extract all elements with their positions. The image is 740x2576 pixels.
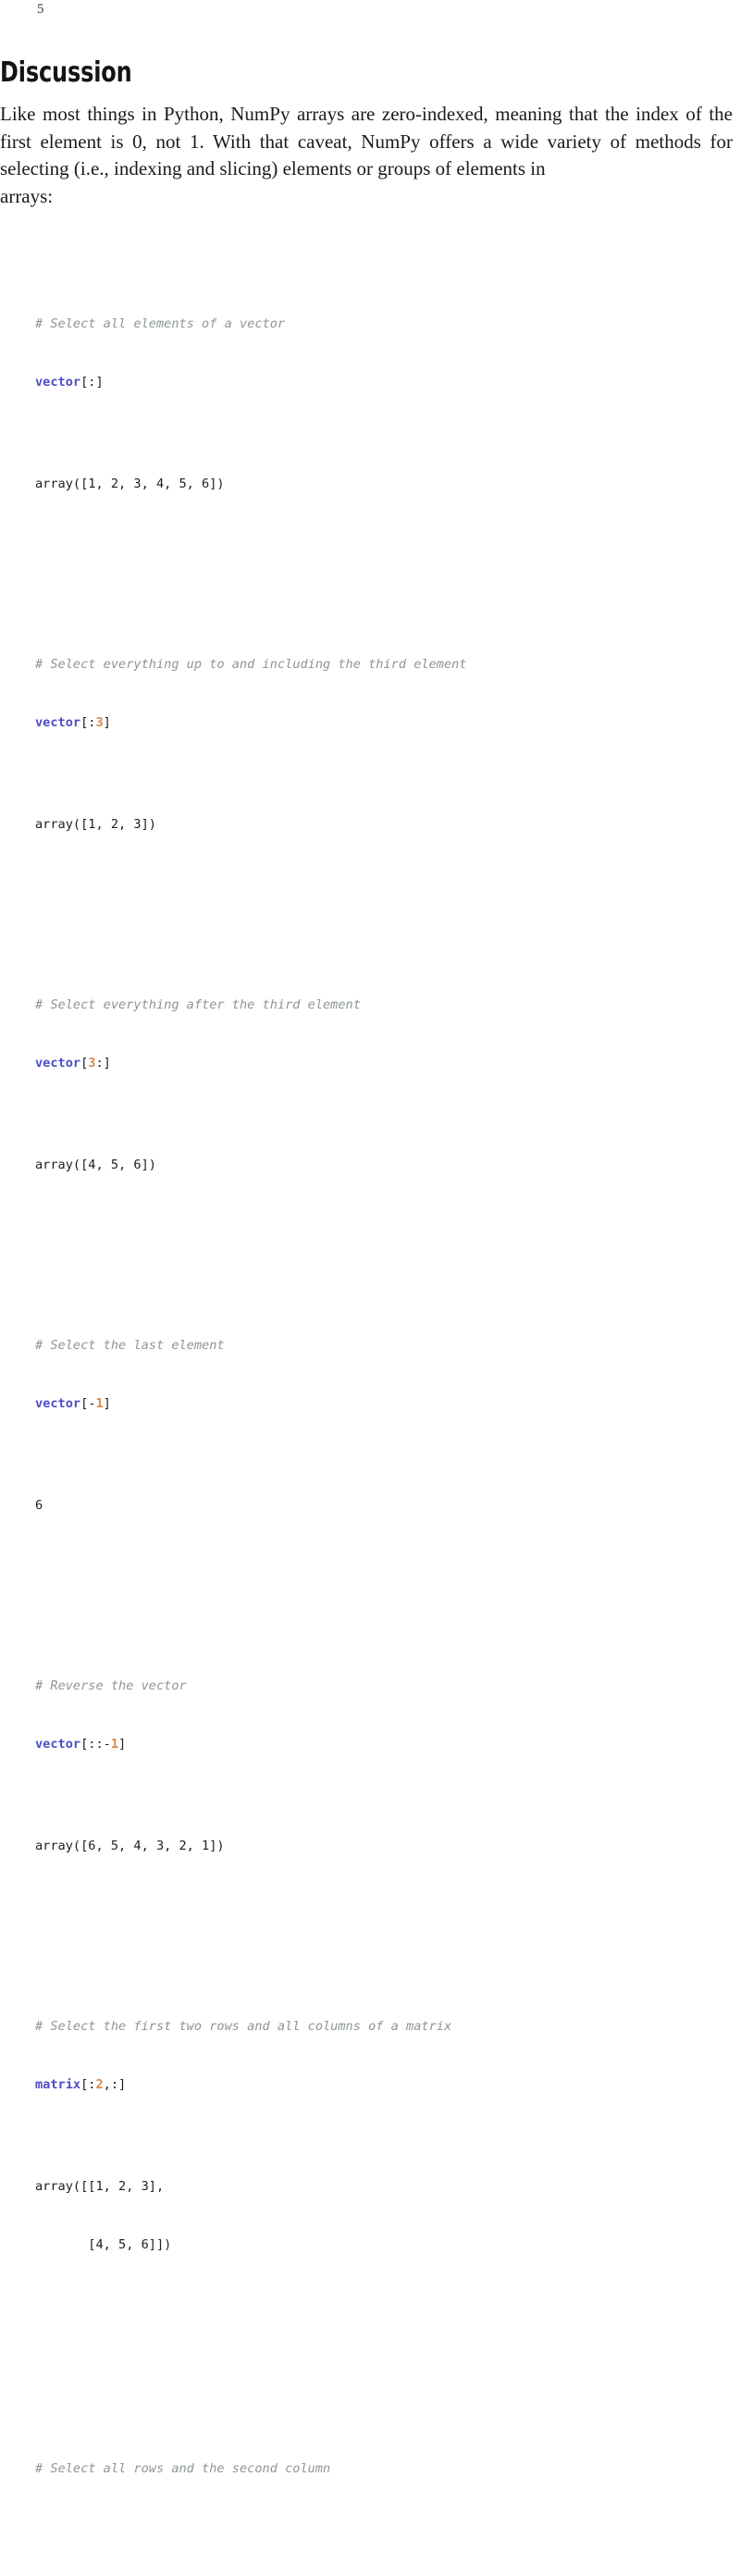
bracket-close: ] xyxy=(103,1396,111,1411)
slice-number: 3 xyxy=(88,1056,96,1071)
paragraph-line-4: arrays: xyxy=(0,184,54,207)
bracket-open: [ xyxy=(80,1737,89,1752)
code-group xyxy=(35,957,720,1214)
bracket-close: ] xyxy=(103,715,111,730)
bracket-open: [ xyxy=(80,2077,89,2092)
code-output: array([1, 2, 3, 4, 5, 6]) xyxy=(35,477,225,491)
slice-colons: :: xyxy=(88,1737,104,1752)
code-statement xyxy=(35,373,720,392)
slice-number: 1 xyxy=(110,1737,119,1752)
page-title: Discussion xyxy=(0,56,132,90)
code-variable: vector xyxy=(35,1396,81,1411)
code-statement xyxy=(35,2075,720,2095)
code-group xyxy=(35,1978,720,2294)
bracket-open: [ xyxy=(80,1396,89,1411)
code-output: array([4, 5, 6]) xyxy=(35,1158,156,1172)
code-comment: # Select the first two rows and all columns of a matrix xyxy=(35,2019,452,2034)
code-output: 6 xyxy=(35,1498,43,1513)
code-variable: matrix xyxy=(35,2077,81,2092)
body-paragraph xyxy=(0,101,733,210)
slice-comma-colon: ,: xyxy=(103,2077,119,2092)
code-spacer xyxy=(35,1793,720,1798)
code-comment: # Reverse the vector xyxy=(35,1678,187,1693)
slice-expression: : xyxy=(88,375,96,390)
code-output: array([[1, 2, 3], xyxy=(35,2179,165,2194)
code-comment-clipped: # Select all rows and the second column xyxy=(35,2461,331,2476)
code-group-clipped xyxy=(35,2377,720,2518)
code-group xyxy=(35,1297,720,1554)
bracket-close: ] xyxy=(103,1056,111,1071)
code-spacer xyxy=(35,772,720,776)
minus-sign: - xyxy=(88,1396,96,1411)
code-statement xyxy=(35,1394,720,1414)
code-spacer xyxy=(35,2134,720,2138)
bracket-close: ] xyxy=(118,1737,127,1752)
paragraph-line-1: Like most things in Python, NumPy arrays are zero-indexed, meaning that the index xyxy=(0,103,679,125)
minus-sign: - xyxy=(103,1737,111,1752)
code-statement xyxy=(35,713,720,733)
slice-number: 3 xyxy=(95,715,104,730)
code-comment: # Select the last element xyxy=(35,1338,225,1353)
code-variable: vector xyxy=(35,715,81,730)
page-number: 5 xyxy=(37,2,44,17)
code-comment: # Select everything after the third element xyxy=(35,997,361,1012)
code-listing xyxy=(35,198,720,2576)
bracket-close: ] xyxy=(118,2077,127,2092)
code-variable: vector xyxy=(35,375,81,390)
bracket-open: [ xyxy=(80,375,89,390)
code-statement xyxy=(35,1735,720,1754)
code-spacer xyxy=(35,1112,720,1117)
bracket-close: ] xyxy=(95,375,104,390)
code-spacer xyxy=(35,431,720,436)
slice-colon: : xyxy=(88,715,96,730)
code-statement xyxy=(35,1054,720,1073)
code-group xyxy=(35,1638,720,1895)
code-output: array([6, 5, 4, 3, 2, 1]) xyxy=(35,1839,225,1853)
code-comment: # Select all elements of a vector xyxy=(35,316,286,331)
code-output: array([1, 2, 3]) xyxy=(35,817,156,832)
bracket-open: [ xyxy=(80,715,89,730)
code-group xyxy=(35,276,720,533)
code-variable: vector xyxy=(35,1056,81,1071)
code-variable: vector xyxy=(35,1737,81,1752)
paragraph-line-3: methods for selecting (i.e., indexing and slicing) elements or groups of elements in xyxy=(0,130,733,180)
slice-number: 2 xyxy=(95,2077,104,2092)
paragraph-line-2: of the first element is 0, not 1. With that caveat, NumPy offers a wide variety of xyxy=(0,103,733,153)
code-output-continuation: [4, 5, 6]]) xyxy=(35,2237,172,2252)
code-comment: # Select everything up to and including the third element xyxy=(35,657,467,672)
code-spacer xyxy=(35,1453,720,1457)
slice-colon: : xyxy=(88,2077,96,2092)
slice-colon: : xyxy=(95,1056,104,1071)
slice-number: 1 xyxy=(95,1396,104,1411)
bracket-open: [ xyxy=(80,1056,89,1071)
code-spacer xyxy=(35,2416,720,2421)
code-group xyxy=(35,616,720,873)
